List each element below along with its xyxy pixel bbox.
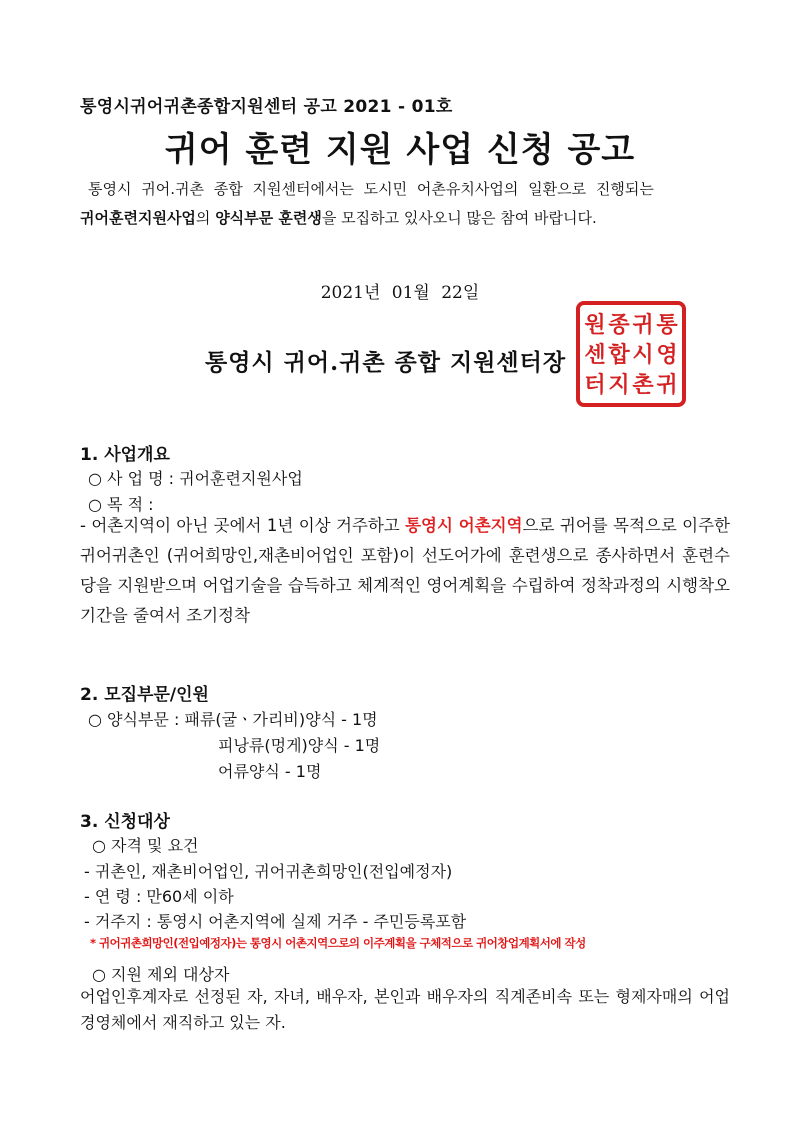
purpose-label: ○ 목 적 : [88, 495, 154, 514]
qualification-subheading: ○ 자격 및 요건 [92, 836, 199, 855]
seal-glyph: 귀 [632, 313, 654, 338]
requirement-target: - 귀촌인, 재촌비어업인, 귀어귀촌희망인(전입예정자) [84, 862, 453, 881]
seal-glyph: 시 [632, 343, 654, 368]
seal-glyph: 영 [656, 343, 678, 368]
seal-glyph: 촌 [632, 373, 654, 398]
seal-glyph: 귀 [656, 373, 678, 398]
recruit-row-shellfish: ○ 양식부문 : 패류(굴ㆍ가리비)양식 - 1명 [88, 710, 378, 729]
requirement-age: - 연 령 : 만60세 이하 [84, 887, 234, 906]
seal-glyph: 합 [608, 343, 630, 368]
page-title: 귀어 훈련 지원 사업 신청 공고 [164, 130, 636, 170]
section-1-heading: 1. 사업개요 [80, 445, 170, 465]
seal-glyph: 원 [584, 313, 606, 338]
official-seal-stamp [575, 300, 687, 408]
tongyeong-fishing-village-highlight: 통영시 어촌지역 [405, 516, 523, 535]
seal-glyph: 종 [608, 313, 630, 338]
requirement-residence: - 거주지 : 통영시 어촌지역에 실제 거주 - 주민등록포함 [84, 912, 467, 931]
recruit-row-tunicate: 피낭류(멍게)양식 - 1명 [218, 736, 381, 755]
intro-tail: 을 모집하고 있사오니 많은 참여 바랍니다. [321, 209, 597, 227]
intro-line-1: 통영시 귀어.귀촌 종합 지원센터에서는 도시민 어촌유치사업의 일환으로 진행되는 [88, 180, 654, 198]
recruit-category: 양식부문 훈련생 [215, 209, 322, 227]
purpose-text-part-2: 으로 귀어를 목적으로 이주한 귀어귀촌인 (귀어희망인,재촌비어업인 포함)이 선도어가에 훈련생으로 종사하면서 훈련수당을 지원받으며 어업기술을 습득하고 체계적인 영어계획을 수립하여 정착과정의 시행착오 기간을 줄여서 조기정착 [80, 516, 730, 625]
purpose-text-part-1: - 어촌지역이 아닌 곳에서 1년 이상 거주하고 [80, 516, 406, 535]
seal-glyph: 통 [656, 313, 678, 338]
exclusion-subheading: ○ 지원 제외 대상자 [92, 965, 230, 984]
announcement-date: 2021년 01월 22일 [320, 283, 480, 303]
intro-line-2 [80, 207, 597, 228]
seal-glyph: 지 [608, 373, 630, 398]
notice-number: 통영시귀어귀촌종합지원센터 공고 2021 - 01호 [80, 97, 453, 117]
organization-name: 통영시 귀어.귀촌 종합 지원센터장 [205, 349, 567, 376]
section-3-heading: 3. 신청대상 [80, 812, 170, 832]
intro-connector: 의 [195, 209, 216, 227]
purpose-text [80, 511, 730, 631]
section-2-heading: 2. 모집부문/인원 [80, 685, 209, 705]
recruit-row-fish: 어류양식 - 1명 [218, 762, 322, 781]
exclusion-text: 어업인후계자로 선정된 자, 자녀, 배우자, 본인과 배우자의 직계존비속 또는 형제자매의 어업경영체에서 재직하고 있는 자. [80, 987, 730, 1032]
seal-glyph: 센 [584, 343, 606, 368]
prospective-resident-note: * 귀어귀촌희망인(전입예정자)는 통영시 어촌지역으로의 이주계획을 구체적으로 귀어창업계획서에 작성 [90, 936, 586, 950]
seal-glyph: 터 [584, 373, 606, 398]
business-name: ○ 사 업 명 : 귀어훈련지원사업 [88, 469, 303, 488]
program-name: 귀어훈련지원사업 [80, 209, 196, 227]
